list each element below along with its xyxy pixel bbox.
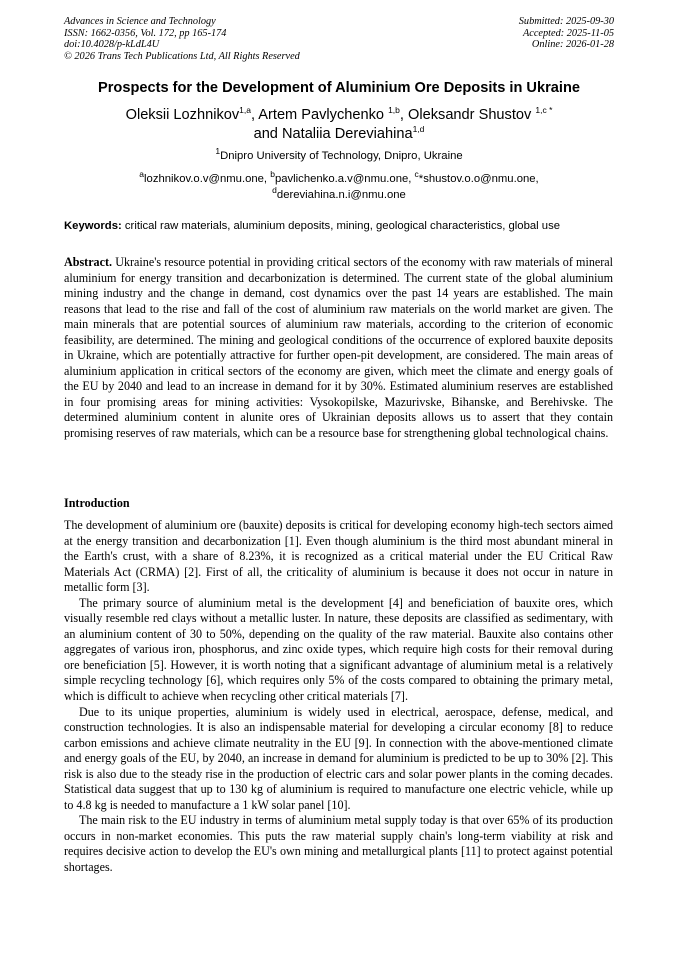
email-mark: b [270,169,275,180]
author-name: Oleksandr Shustov [408,107,536,123]
email-link[interactable]: *shustov.o.o@nmu.one, [418,173,539,185]
author-name: Nataliia Dereviahina [281,126,413,142]
abstract-label: Abstract. [64,255,113,269]
section-heading-introduction: Introduction [64,496,130,510]
email-link[interactable]: pavlichenko.a.v@nmu.one, [274,173,415,185]
abstract-text: Ukraine's resource potential in providing critical sectors of the economy with raw materials of mineral aluminium for energy transition and decarbonization is determined. The current state of the global aluminium mining industry and the change in demand, cost dynamics over the past 14 years are established. The main reasons that lead to the rise and fall of the cost of aluminium raw materials on the world market are given. The main minerals that are potential sources of aluminium raw materials, according to the criterion of economic feasibility, are determined. The mining and geological conditions of the occurrence of explored bauxite deposits in Ukraine, which are potentially attractive for further open-pit development, are considered. The main areas of aluminium application in critical sectors of the economy are given, which meet the climate and energy goals of the EU by 2040 and lead to an increase in demand for it by 30%. Estimated aluminium reserves are established in four promising areas for mining activities: Vysokopilske, Mazurivske, Bihanske, and Berehivske. The determined aluminium content in alunite ores of Ukrainian deposits allows us to assert that they contain promising reserves of raw materials, which can be a resource base for strengthening global technological chains. [64,255,613,441]
introduction-body [64,518,613,876]
paragraph: The development of aluminium ore (bauxite) deposits is critical for developing economy high-tech sectors aimed at the energy transition and decarbonization [1]. Even though aluminium is the third most abundant mineral in the Earth's crust, with a share of 8.23%, it is recognized as a critical material under the EU Critical Raw Materials Act (CRMA) [2]. First of all, the criticality of aluminium is because it does not occur in nature in metallic form [3]. [64,518,613,595]
issn-line: ISSN: 1662-0356, Vol. 172, pp 165-174 [64,27,227,39]
dates-header [519,16,614,51]
keywords-text: critical raw materials, aluminium deposits, mining, geological characteristics, global use [121,220,561,232]
journal-name: Advances in Science and Technology [64,16,216,27]
keywords-label: Keywords: [64,220,122,232]
submitted-date: Submitted: 2025-09-30 [518,16,614,27]
paper-title: Prospects for the Development of Aluminium Ore Deposits in Ukraine [98,80,580,96]
author-affil-mark: 1,d [412,124,425,135]
email-mark: a [139,169,145,180]
author-name: Artem Pavlychenko [258,107,389,123]
copyright-line: © 2026 Trans Tech Publications Ltd, All Rights Reserved [64,50,300,62]
paragraph: The main risk to the EU industry in terms of aluminium metal supply today is that over 65% of its production occurs in non-market economies. This puts the raw material supply chain's long-term viability at risk and requires decisive action to develop the EU's own mining and metallurgical plants [11] to protect against potential shortages. [64,813,613,875]
author-name: Oleksii Lozhnikov [125,107,240,123]
author-emails [60,169,618,203]
author-separator: , [399,107,409,123]
author-affil-mark: 1,a [239,105,251,116]
doi-line: doi:10.4028/p-kLdL4U [64,39,160,51]
email-link[interactable]: dereviahina.n.i@nmu.one [276,188,406,201]
email-mark: c [414,169,419,180]
affiliation-text: Dnipro University of Technology, Dnipro, Ukraine [220,150,463,162]
author-affil-mark: 1,c * [535,105,553,116]
affiliation-mark: 1 [215,146,221,157]
journal-header [64,16,300,62]
paragraph: Due to its unique properties, aluminium is widely used in electrical, aerospace, defense, medical, and construction technologies. It is also an indispensable material for developing a circular economy [8] to reduce carbon emissions and achieve climate neutrality in the EU [9]. In connection with the above-mentioned climate and energy goals of the EU, by 2040, an increase in demand for aluminium is predicted to be up to 30% [2]. This risk is also due to the steady rise in the production of electric cars and solar power plants in the coming decades. Statistical data suggest that up to 130 kg of aluminium is required to manufacture one electric vehicle, while up to 4.8 kg is needed to manufacture a 1 kW solar panel [10]. [64,704,613,812]
online-date: Online: 2026-01-28 [531,39,614,51]
email-mark: d [272,184,277,195]
author-list [40,106,638,144]
author-conjunction: and [253,126,282,142]
affiliation [40,146,638,162]
keywords [64,220,618,232]
author-affil-mark: 1,b [388,105,400,116]
author-separator: , [250,107,259,123]
accepted-date: Accepted: 2025-11-05 [522,27,614,39]
email-link[interactable]: lozhnikov.o.v@nmu.one, [144,173,271,185]
abstract [64,255,613,442]
paragraph: The primary source of aluminium metal is the development [4] and beneficiation of bauxite ores, which visually resemble red clays without a metallic luster. In nature, these deposits are classified as sedimentary, with an aluminium content of 30 to 50%, depending on the quality of the raw material. Bauxite also contains other aggregates of various iron, phosphorus, and zinc oxide types, which require high costs for their removal during ore beneficiation [5]. However, it is worth noting that a significant advantage of aluminium metal is a relatively simple recycling technology [6], which requires only 5% of the costs compared to obtaining the primary metal, which is difficult to achieve when recycling other critical materials [7]. [64,595,613,704]
